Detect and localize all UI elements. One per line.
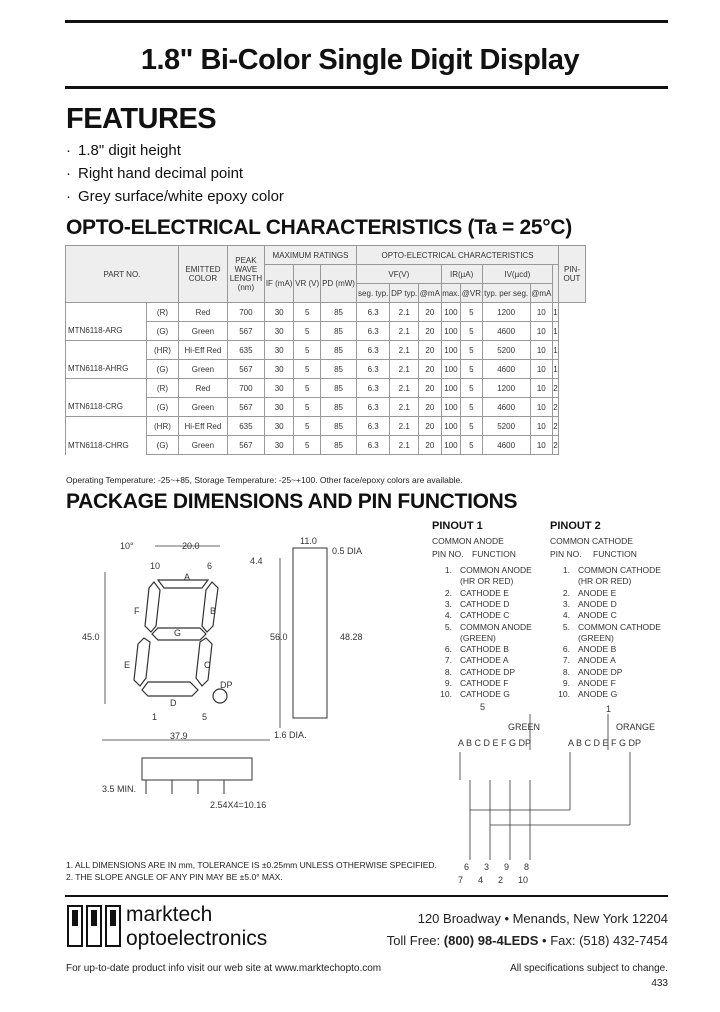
col-if: IF (mA) xyxy=(264,265,293,303)
table-cell: 5 xyxy=(461,322,483,341)
pinout2-col-func: FUNCTION xyxy=(593,549,637,559)
pin-row xyxy=(432,655,509,665)
table-cell: Hi-Eff Red xyxy=(178,341,227,360)
dim-20: 20.0 xyxy=(182,541,200,551)
pin-number: 1. xyxy=(562,565,570,575)
pin-row xyxy=(432,678,508,688)
pin-function: ANODE C xyxy=(578,610,617,621)
table-cell: 2.1 xyxy=(390,417,419,436)
table-cell: 4600 xyxy=(482,322,530,341)
table-cell: (R) xyxy=(147,379,179,398)
table-row xyxy=(66,417,586,436)
table-cell: 5200 xyxy=(482,417,530,436)
pin-10-label: 10 xyxy=(150,561,161,571)
table-cell: 100 xyxy=(441,417,461,436)
circuit-orange: ORANGE xyxy=(616,722,656,732)
table-cell: 20 xyxy=(419,303,441,322)
table-cell: Green xyxy=(178,436,227,455)
brand-name: marktech xyxy=(126,903,213,926)
pin-function: COMMON ANODE xyxy=(460,565,532,575)
seg-e-label: E xyxy=(124,660,131,670)
table-cell: 5 xyxy=(461,379,483,398)
pin-number: 8. xyxy=(444,666,452,677)
table-cell: 20 xyxy=(419,341,441,360)
col-pin-out: PIN-OUT xyxy=(559,246,586,303)
table-cell: 100 xyxy=(441,322,461,341)
marktech-logo-icon xyxy=(66,904,122,948)
table-cell: 100 xyxy=(441,436,461,455)
address: 120 Broadway • Menands, New York 12204 xyxy=(417,911,668,926)
table-cell: 30 xyxy=(264,436,293,455)
pin-function: CATHODE A xyxy=(460,655,509,666)
table-cell: 5200 xyxy=(482,341,530,360)
col-iv: IV(µcd) xyxy=(482,265,552,284)
pin-function: ANODE DP xyxy=(578,666,623,677)
table-cell: 10 xyxy=(530,322,552,341)
circuit-bottom-bot-1: 4 xyxy=(478,875,484,885)
table-cell: 5 xyxy=(461,417,483,436)
col-at-vr: @VR xyxy=(461,284,483,303)
table-cell: 2.1 xyxy=(390,398,419,417)
dp-label: DP xyxy=(220,680,233,690)
table-cell: 85 xyxy=(320,303,356,322)
table-cell: 5 xyxy=(294,322,321,341)
pin-function: CATHODE DP xyxy=(460,666,516,677)
seg-d-label: D xyxy=(170,698,177,708)
pin-number: 4. xyxy=(444,610,452,621)
pin-function: CATHODE D xyxy=(460,598,510,609)
dim-3-5: 3.5 MIN. xyxy=(102,784,137,794)
col-seg-typ: seg. typ. xyxy=(357,284,390,303)
pin-row xyxy=(550,576,631,586)
table-cell: 567 xyxy=(227,398,264,417)
table-cell: 6.3 xyxy=(357,379,390,398)
dim-45: 45.0 xyxy=(82,632,100,642)
col-typ-per-seg: typ. per seg. xyxy=(482,284,530,303)
opto-heading: OPTO-ELECTRICAL CHARACTERISTICS (Ta = 25°C) xyxy=(66,216,572,239)
pin-function: CATHODE B xyxy=(460,644,509,655)
table-cell: 2.1 xyxy=(390,303,419,322)
pin-function: CATHODE G xyxy=(460,689,510,700)
pinout2-col-pin: PIN NO. xyxy=(550,549,582,559)
table-cell: 100 xyxy=(441,360,461,379)
table-cell: 5 xyxy=(461,398,483,417)
table-cell: 1 xyxy=(553,341,559,360)
seg-g-label: G xyxy=(174,628,182,638)
page-title: 1.8" Bi-Color Single Digit Display xyxy=(140,44,580,76)
table-cell: 20 xyxy=(419,379,441,398)
pin-number: 6. xyxy=(562,644,570,655)
pin-number: 10. xyxy=(440,689,452,700)
table-cell: 5 xyxy=(461,360,483,379)
table-cell: 635 xyxy=(227,417,264,436)
table-cell: 5 xyxy=(294,417,321,436)
table-cell: 30 xyxy=(264,417,293,436)
table-cell: Green xyxy=(178,360,227,379)
col-vr: VR (V) xyxy=(294,265,321,303)
pinout1-subtitle: COMMON ANODE xyxy=(432,536,504,546)
pin-function: CATHODE F xyxy=(460,678,509,688)
circuit-diagram xyxy=(440,700,670,890)
pin-function: CATHODE E xyxy=(460,587,509,598)
pin-row xyxy=(432,576,513,586)
pin-row xyxy=(550,644,616,654)
pinout1-title: PINOUT 1 xyxy=(432,520,483,532)
table-cell: 5 xyxy=(294,303,321,322)
table-cell: 85 xyxy=(320,417,356,436)
pin-function: COMMON ANODE xyxy=(460,621,532,632)
table-cell: 100 xyxy=(441,379,461,398)
col-max: max. xyxy=(441,284,461,303)
col-at-ma: @mA xyxy=(419,284,441,303)
table-row xyxy=(66,322,586,341)
circuit-pin1: 1 xyxy=(606,704,612,714)
features-heading: FEATURES xyxy=(66,103,217,135)
feature-item: · 1.8" digit height xyxy=(66,142,181,159)
pin-row xyxy=(550,622,661,632)
table-cell: 85 xyxy=(320,341,356,360)
pin-row xyxy=(432,667,515,677)
pin-function: ANODE E xyxy=(578,587,617,598)
table-cell: 20 xyxy=(419,417,441,436)
toll-number: (800) 98-4LEDS xyxy=(443,933,539,948)
table-cell: 20 xyxy=(419,398,441,417)
table-cell: 100 xyxy=(441,303,461,322)
pin-row xyxy=(432,588,509,598)
table-cell: (HR) xyxy=(147,417,179,436)
pinout1-col-func: FUNCTION xyxy=(472,549,516,559)
col-dp-typ: DP typ. xyxy=(390,284,419,303)
col-vf: VF(V) xyxy=(357,265,442,284)
table-cell: 30 xyxy=(264,360,293,379)
table-row xyxy=(66,360,586,379)
seg-b-label: B xyxy=(210,606,217,616)
table-cell: 5 xyxy=(461,303,483,322)
table-cell: 20 xyxy=(419,322,441,341)
top-rule xyxy=(65,20,668,23)
table-row xyxy=(66,398,586,417)
table-cell: (G) xyxy=(147,436,179,455)
table-cell: 2 xyxy=(553,417,559,436)
pin-number: 10. xyxy=(558,689,570,700)
pin-row xyxy=(550,588,616,598)
table-cell: 6.3 xyxy=(357,360,390,379)
dim-11: 11.0 xyxy=(300,536,317,546)
table-cell: Green xyxy=(178,398,227,417)
pin-number: 1. xyxy=(444,565,452,575)
pin-row xyxy=(550,599,617,609)
table-cell: 5 xyxy=(294,379,321,398)
part-name-cell xyxy=(66,303,147,322)
table-cell: 100 xyxy=(441,398,461,417)
seg-c-label: C xyxy=(204,660,211,670)
pin-number: 5. xyxy=(444,621,452,632)
circuit-bottom-top-3: 8 xyxy=(524,862,530,872)
circuit-bottom-top-1: 3 xyxy=(484,862,490,872)
table-cell: 2.1 xyxy=(390,379,419,398)
table-cell: Hi-Eff Red xyxy=(178,417,227,436)
dim-37-9: 37.9 xyxy=(170,731,188,741)
table-cell: 2.1 xyxy=(390,341,419,360)
website-note: For up-to-date product info visit our web site at www.marktechopto.com xyxy=(66,963,382,974)
table-cell: 10 xyxy=(530,398,552,417)
table-cell: 2.1 xyxy=(390,436,419,455)
disclaimer: All specifications subject to change. xyxy=(510,963,668,974)
pin-function: CATHODE C xyxy=(460,610,510,621)
table-cell: 2.1 xyxy=(390,360,419,379)
pin-number: 9. xyxy=(444,678,452,688)
table-cell: 5 xyxy=(461,436,483,455)
table-cell: Red xyxy=(178,379,227,398)
table-cell: 5 xyxy=(294,360,321,379)
part-name-cell: MTN6118-CHRG xyxy=(66,436,147,455)
table-cell: 4600 xyxy=(482,436,530,455)
pin-function: (HR OR RED) xyxy=(460,576,514,587)
table-cell: 6.3 xyxy=(357,341,390,360)
pin-function: (GREEN) xyxy=(578,632,614,643)
package-drawing xyxy=(60,528,420,818)
pin-function: ANODE B xyxy=(578,644,617,655)
table-cell: 6.3 xyxy=(357,322,390,341)
circuit-bottom-top-2: 9 xyxy=(504,862,510,872)
table-cell: 10 xyxy=(530,360,552,379)
table-row xyxy=(66,341,586,360)
circuit-seg-labels-orange: A B C D E F G DP xyxy=(568,738,642,748)
pin-number: 3. xyxy=(444,598,452,609)
dim-4-4: 4.4 xyxy=(250,556,263,566)
table-cell: Red xyxy=(178,303,227,322)
table-cell: 10 xyxy=(530,341,552,360)
col-max-ratings: MAXIMUM RATINGS xyxy=(264,246,356,265)
pin-1-label: 1 xyxy=(152,712,158,722)
dim-10deg: 10° xyxy=(120,541,134,551)
pin-number: 2. xyxy=(444,587,452,598)
pin-number: 4. xyxy=(562,610,570,621)
pinout2-subtitle: COMMON CATHODE xyxy=(550,536,633,546)
table-row xyxy=(66,303,586,322)
pin-row xyxy=(432,689,510,699)
table-cell: 30 xyxy=(264,398,293,417)
pin-row xyxy=(432,610,509,620)
pin-function: COMMON CATHODE xyxy=(578,621,661,632)
pin-row xyxy=(432,565,532,575)
table-cell: 5 xyxy=(294,436,321,455)
table-cell: 6.3 xyxy=(357,398,390,417)
table-cell: 2 xyxy=(553,398,559,417)
pin-number: 7. xyxy=(562,655,570,666)
table-cell: 700 xyxy=(227,379,264,398)
table-cell: 635 xyxy=(227,341,264,360)
table-cell: 2.1 xyxy=(390,322,419,341)
pin-function: ANODE F xyxy=(578,678,616,688)
table-cell: 5 xyxy=(294,398,321,417)
dim-note-1: 1. ALL DIMENSIONS ARE IN mm, TOLERANCE IS ±0.25mm UNLESS OTHERWISE SPECIFIED. xyxy=(66,860,437,870)
table-cell: 10 xyxy=(530,436,552,455)
table-cell: (G) xyxy=(147,398,179,417)
table-cell: 85 xyxy=(320,360,356,379)
table-cell: 10 xyxy=(530,379,552,398)
table-cell: 30 xyxy=(264,341,293,360)
pin-number: 3. xyxy=(562,598,570,609)
table-cell: 4600 xyxy=(482,360,530,379)
opto-table xyxy=(65,245,586,455)
table-row xyxy=(66,379,586,398)
table-cell: 2 xyxy=(553,436,559,455)
pin-row xyxy=(550,610,617,620)
circuit-bottom-bot-0: 7 xyxy=(458,875,464,885)
seg-a-label: A xyxy=(184,572,191,582)
dim-56: 56.0 xyxy=(270,632,288,642)
pin-number: 9. xyxy=(562,678,570,688)
pin-number: 5. xyxy=(562,621,570,632)
part-name-cell xyxy=(66,341,147,360)
package-heading: PACKAGE DIMENSIONS AND PIN FUNCTIONS xyxy=(66,490,518,513)
page-number: 433 xyxy=(651,978,668,989)
part-name-cell xyxy=(66,379,147,398)
part-name-cell xyxy=(66,417,147,436)
table-cell: 4600 xyxy=(482,398,530,417)
part-name-cell: MTN6118-CRG xyxy=(66,398,147,417)
pin-row xyxy=(550,633,614,643)
col-at-ma-2: @mA xyxy=(530,284,552,303)
dim-note-2: 2. THE SLOPE ANGLE OF ANY PIN MAY BE ±5.0° MAX. xyxy=(66,872,283,882)
table-cell: (G) xyxy=(147,322,179,341)
col-opto-chars: OPTO-ELECTRICAL CHARACTERISTICS xyxy=(357,246,559,265)
table-cell: 1200 xyxy=(482,379,530,398)
table-cell: 567 xyxy=(227,360,264,379)
temperature-note: Operating Temperature: -25~+85, Storage Temperature: -25~+100. Other face/epoxy colors are available. xyxy=(66,475,463,485)
pinout2-title: PINOUT 2 xyxy=(550,520,601,532)
table-cell: 30 xyxy=(264,322,293,341)
pin-number: 2. xyxy=(562,587,570,598)
pin-function: (GREEN) xyxy=(460,632,496,643)
part-name-cell: MTN6118-ARG xyxy=(66,322,147,341)
pin-6-label: 6 xyxy=(207,561,213,571)
table-cell: 1 xyxy=(553,303,559,322)
col-pd: PD (mW) xyxy=(320,265,356,303)
pin-function: (HR OR RED) xyxy=(578,576,632,587)
dim-48-28: 48.28 xyxy=(340,632,363,642)
dim-0-5: 0.5 DIA xyxy=(332,546,363,556)
table-cell: 85 xyxy=(320,436,356,455)
table-cell: 700 xyxy=(227,303,264,322)
contact: Toll Free: (800) 98-4LEDS • Fax: (518) 432-7454 xyxy=(386,933,668,948)
pin-number: 6. xyxy=(444,644,452,655)
table-cell: 567 xyxy=(227,436,264,455)
part-name-cell: MTN6118-AHRG xyxy=(66,360,147,379)
pin-number: 7. xyxy=(444,655,452,666)
table-cell: 85 xyxy=(320,322,356,341)
pin-row xyxy=(550,689,617,699)
table-cell: 1 xyxy=(553,322,559,341)
pin-5-label: 5 xyxy=(202,712,208,722)
col-emitted-color: EMITTED COLOR xyxy=(178,246,227,303)
feature-item: · Grey surface/white epoxy color xyxy=(66,188,284,205)
circuit-bottom-bot-3: 10 xyxy=(518,875,529,885)
table-cell: 10 xyxy=(530,417,552,436)
pinout1-col-pin: PIN NO. xyxy=(432,549,464,559)
pin-function: ANODE A xyxy=(578,655,616,666)
seven-segment-digit xyxy=(134,580,227,703)
table-cell: 5 xyxy=(294,341,321,360)
col-peak-wave: PEAK WAVE LENGTH (nm) xyxy=(227,246,264,303)
pin-row xyxy=(550,678,616,688)
table-cell: (G) xyxy=(147,360,179,379)
pin-row xyxy=(432,633,496,643)
circuit-green: GREEN xyxy=(508,722,541,732)
table-cell: 1200 xyxy=(482,303,530,322)
table-cell: 85 xyxy=(320,398,356,417)
col-part-no: PART NO. xyxy=(66,246,179,303)
table-cell: 30 xyxy=(264,379,293,398)
pin-row xyxy=(432,599,509,609)
table-cell: 6.3 xyxy=(357,417,390,436)
pin-row xyxy=(550,667,622,677)
dim-1-6: 1.6 DIA. xyxy=(274,730,307,740)
table-cell: 1 xyxy=(553,360,559,379)
table-cell: 100 xyxy=(441,341,461,360)
table-cell: 30 xyxy=(264,303,293,322)
circuit-bottom-top-0: 6 xyxy=(464,862,470,872)
table-cell: 6.3 xyxy=(357,436,390,455)
table-cell: 85 xyxy=(320,379,356,398)
table-cell: 20 xyxy=(419,436,441,455)
table-cell: 567 xyxy=(227,322,264,341)
seg-f-label: F xyxy=(134,606,140,616)
pin-row xyxy=(432,644,509,654)
circuit-bottom-bot-2: 2 xyxy=(498,875,504,885)
table-cell: (HR) xyxy=(147,341,179,360)
pin-function: COMMON CATHODE xyxy=(578,565,661,575)
pin-function: ANODE G xyxy=(578,689,618,700)
circuit-pin5: 5 xyxy=(480,702,486,712)
pin-function: ANODE D xyxy=(578,598,617,609)
footer-rule xyxy=(65,895,668,897)
title-rule xyxy=(65,86,668,89)
table-cell: 6.3 xyxy=(357,303,390,322)
table-cell: 10 xyxy=(530,303,552,322)
pin-number: 8. xyxy=(562,666,570,677)
table-row xyxy=(66,436,586,455)
circuit-seg-labels-green: A B C D E F G DP xyxy=(458,738,532,748)
table-cell: Green xyxy=(178,322,227,341)
table-cell: (R) xyxy=(147,303,179,322)
table-cell: 20 xyxy=(419,360,441,379)
table-cell: 5 xyxy=(461,341,483,360)
pin-row xyxy=(550,655,616,665)
feature-item: · Right hand decimal point xyxy=(66,165,244,182)
brand-subtitle: optoelectronics xyxy=(126,927,268,950)
col-ir: IR(µA) xyxy=(441,265,482,284)
dim-2-54: 2.54X4=10.16 xyxy=(210,800,267,810)
pin-row xyxy=(432,622,532,632)
pin-row xyxy=(550,565,661,575)
table-cell: 2 xyxy=(553,379,559,398)
